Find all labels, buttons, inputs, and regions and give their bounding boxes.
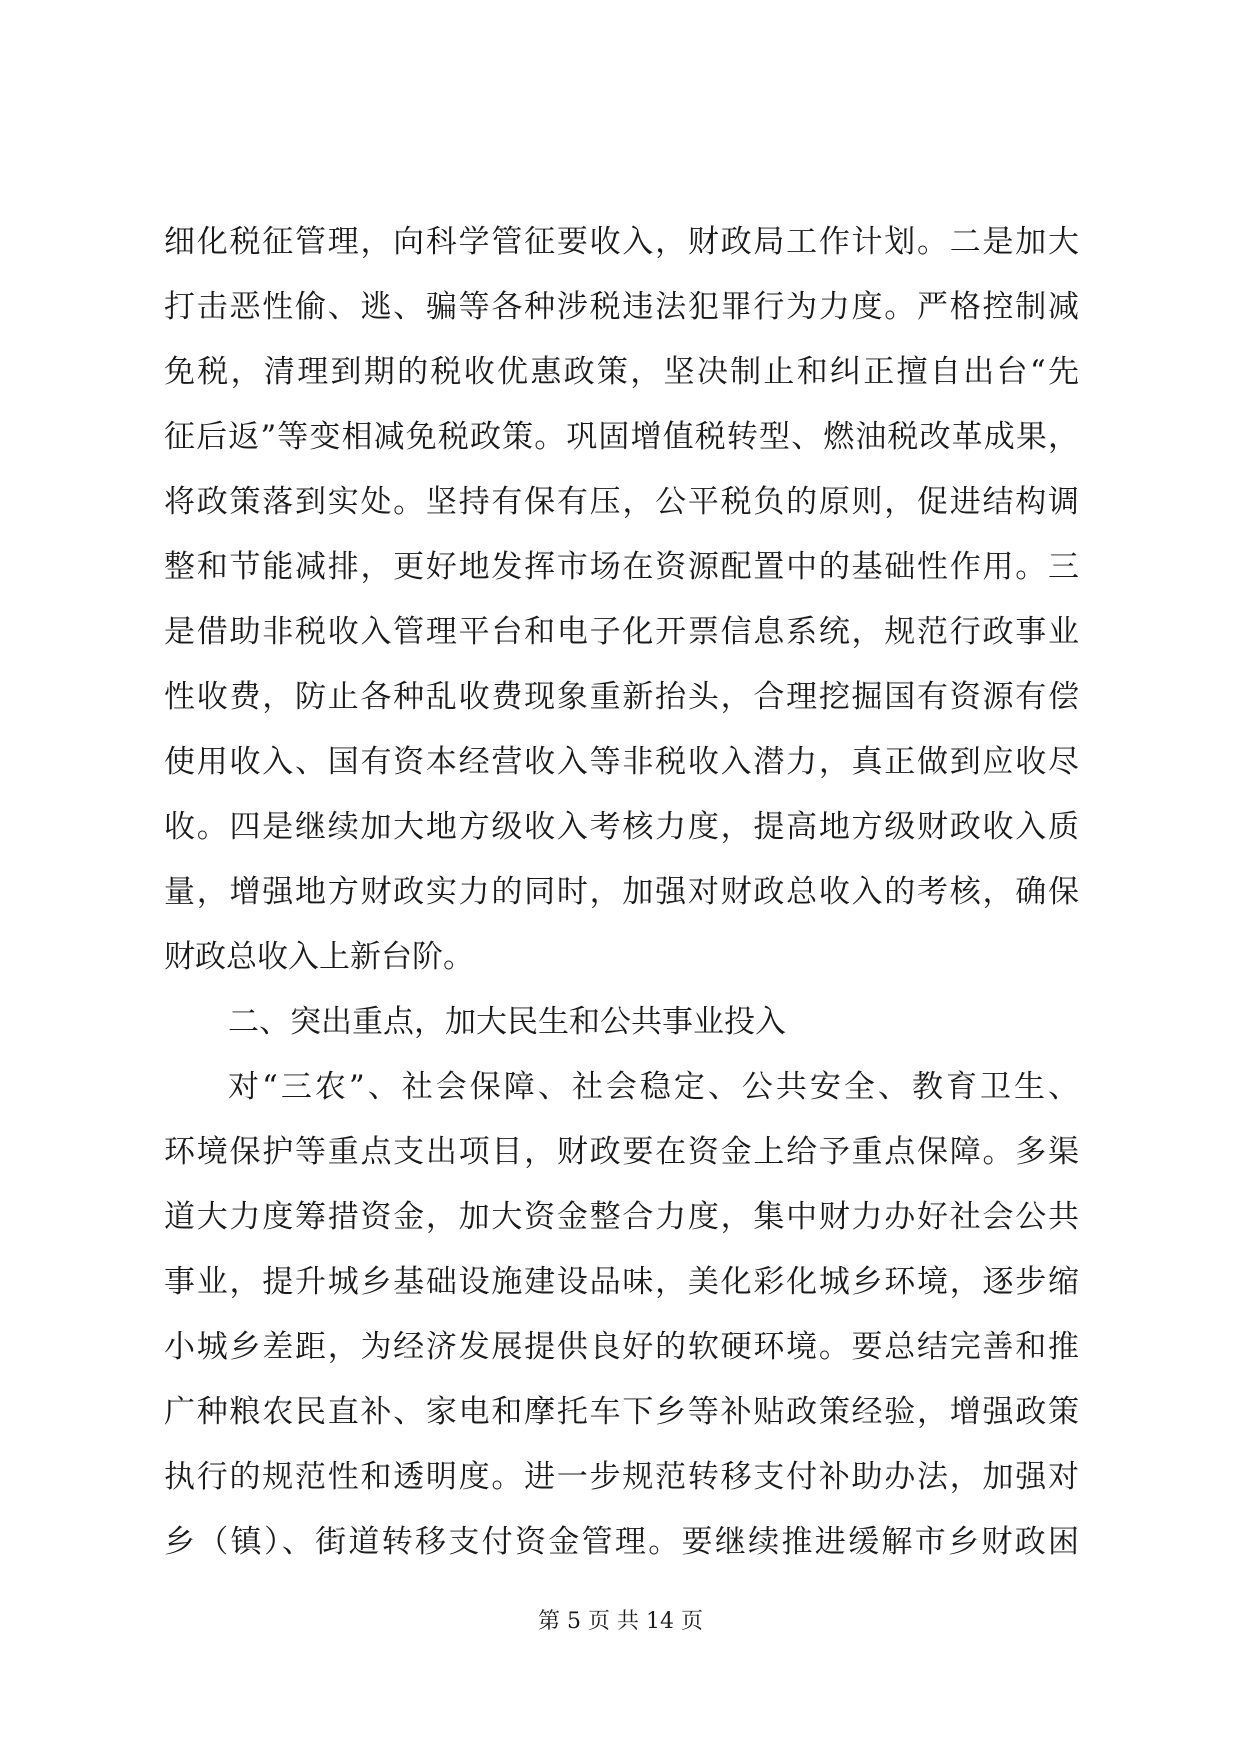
- paragraph-line: 广种粮农民直补、家电和摩托车下乡等补贴政策经验，增强政策: [164, 1394, 1079, 1430]
- paragraph-line: 事业，提升城乡基础设施建设品味，美化彩化城乡环境，逐步缩: [164, 1264, 1079, 1300]
- paragraph-line: 收。四是继续加大地方级收入考核力度，提高地方级财政收入质: [164, 809, 1079, 845]
- paragraph-line: 细化税征管理，向科学管征要收入，财政局工作计划。二是加大: [164, 224, 1079, 260]
- page-number-footer: 第 5 页 共 14 页: [538, 1609, 703, 1634]
- paragraph-line: 小城乡差距，为经济发展提供良好的软硬环境。要总结完善和推: [164, 1329, 1079, 1365]
- paragraph-line: 征后返”等变相减免税政策。巩固增值税转型、燃油税改革成果，: [164, 419, 1079, 455]
- paragraph-line: 执行的规范性和透明度。进一步规范转移支付补助办法，加强对: [164, 1459, 1079, 1495]
- paragraph-line: 财政总收入上新台阶。: [164, 939, 474, 975]
- paragraph-line: 打击恶性偷、逃、骗等各种涉税违法犯罪行为力度。严格控制减: [164, 289, 1079, 325]
- paragraph-line: 道大力度筹措资金，加大资金整合力度，集中财力办好社会公共: [164, 1199, 1079, 1235]
- paragraph-line: 将政策落到实处。坚持有保有压，公平税负的原则，促进结构调: [164, 484, 1079, 520]
- paragraph-line: 量，增强地方财政实力的同时，加强对财政总收入的考核，确保: [164, 874, 1079, 910]
- paragraph-line: 整和节能减排，更好地发挥市场在资源配置中的基础性作用。三: [164, 549, 1079, 585]
- paragraph-line: 性收费，防止各种乱收费现象重新抬头，合理挖掘国有资源有偿: [164, 679, 1079, 715]
- paragraph-line: 环境保护等重点支出项目，财政要在资金上给予重点保障。多渠: [164, 1134, 1079, 1170]
- paragraph-line: 是借助非税收入管理平台和电子化开票信息系统，规范行政事业: [164, 614, 1079, 650]
- paragraph-line: 使用收入、国有资本经营收入等非税收入潜力，真正做到应收尽: [164, 744, 1079, 780]
- paragraph-line: 免税，清理到期的税收优惠政策，坚决制止和纠正擅自出台“先: [164, 354, 1079, 390]
- paragraph-line: 乡（镇）、街道转移支付资金管理。要继续推进缓解市乡财政困: [164, 1524, 1079, 1560]
- section-heading: 二、突出重点，加大民生和公共事业投入: [228, 1004, 786, 1040]
- paragraph-line: 对“三农”、社会保障、社会稳定、公共安全、教育卫生、: [228, 1069, 1079, 1105]
